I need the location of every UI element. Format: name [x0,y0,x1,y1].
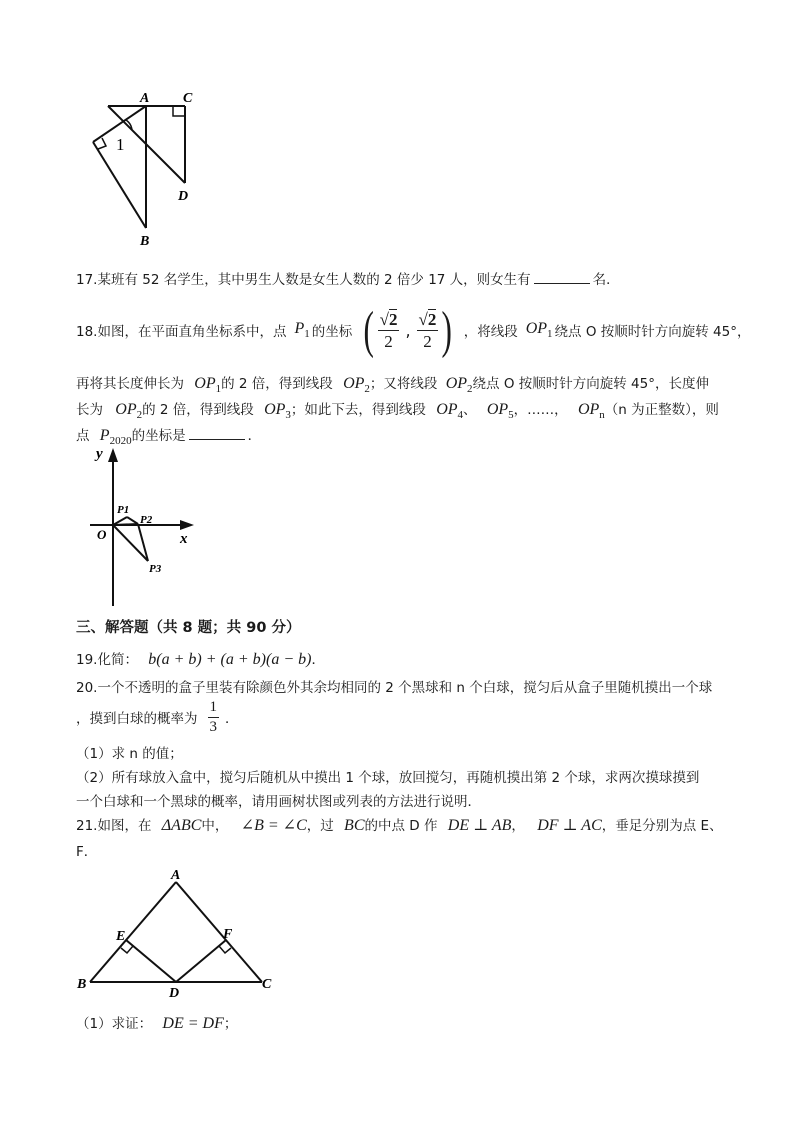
subscript: 1 [304,328,310,341]
q18-text: ，将线段 [463,324,518,340]
q18-text: 的坐标是 [131,428,186,444]
segment-op4 [436,401,464,422]
q21-text: 21.如图，在 [76,818,152,834]
section-heading: 三、解答题（共 8 题；共 90 分） [76,620,301,636]
segment-op2 [445,375,473,396]
q21-text: 的中点 D 作 [364,818,438,834]
perpendicular-de: DE ⊥ AB [447,817,512,834]
question-20-line-1: 20.一个不透明的盒子里装有除颜色外其余均相同的 2 个黑球和 n 个白球，搅匀后从盒子里随机摸出一个球 [76,680,713,696]
question-21-line-1 [76,814,723,835]
op-var: OP [525,319,548,337]
label-d: D [178,189,189,204]
subscript: 2020 [109,435,132,448]
q18-text: 绕点 O 按顺时针方向旋转 45°， [554,324,751,340]
question-21-part-1 [76,1012,237,1033]
label-a: A [140,91,150,106]
question-17 [76,268,620,288]
q19-text: ． [311,652,325,668]
subscript: 1 [547,328,553,341]
question-18-line-2 [76,372,709,395]
perpendicular-df: DF ⊥ AC [537,817,602,834]
subscript: n [599,409,605,422]
label-b: B [140,234,150,249]
segment-op1 [526,320,553,340]
q20-text: ． [225,711,239,727]
angle-label: 1 [116,135,125,154]
subscript: 1 [215,383,222,396]
x-axis-arrow [180,520,194,530]
p-var: P [99,427,110,444]
q19-text: 19.化简： [76,652,138,668]
question-21-line-2: F． [76,844,98,860]
q21-text: ， [511,818,525,834]
label-b: B [77,977,87,992]
q18-text: ；又将线段 [369,376,438,392]
subscript: 5 [508,409,514,422]
segment-opn [577,401,605,422]
subscript: 3 [285,409,291,422]
q18-text: 点 [76,428,90,444]
label-p3: P3 [149,563,162,575]
question-20-part-2-line-2: 一个白球和一个黑球的概率，请用画树状图或列表的方法进行说明． [76,794,481,810]
label-p2: P2 [140,514,153,526]
question-18-line-3 [76,398,719,421]
q18-text: 、 [463,402,477,418]
q18-text: 绕点 O 按顺时针方向旋转 45°，长度伸 [472,376,709,392]
q21-text: ，垂足分别为点 E、 [601,818,723,834]
label-f: F [223,927,233,942]
question-20-part-2-line-1: （2）所有球放入盒中，搅匀后随机从中摸出 1 个球，放回搅匀，再随机摸出第 2 个球，求两次摸球摸到 [76,770,700,786]
label-origin: O [97,527,107,542]
question-20-part-1: （1）求 n 的值； [76,746,183,762]
q18-text: 的 2 倍，得到线段 [142,402,254,418]
segment-bc: BC [344,817,365,834]
proof-expression: DE = DF [162,1015,224,1032]
segment-op3 [264,401,291,422]
q18-text: （n 为正整数），则 [604,402,719,418]
label-c: C [262,977,272,992]
q18-text: ，……， [513,402,568,418]
question-18-line-1 [76,300,750,360]
q17-text: 17.某班有 52 名学生，其中男生人数是女生人数的 2 倍少 17 人，则女生有 [76,272,531,288]
q19-expression: b(a + b) + (a + b)(a − b) [148,651,312,668]
subscript: 2 [467,383,473,396]
segment-op2 [343,375,370,396]
q18-text: ． [247,428,262,444]
subscript: 2 [364,383,370,396]
q21-text: ，过 [306,818,334,834]
q18-text: ；如此下去，得到线段 [290,402,426,418]
op-var: OP [115,401,137,418]
q21-text: ； [223,1016,238,1032]
question-19 [76,648,325,669]
q17-suffix: 名． [592,272,620,288]
probability-fraction [208,700,220,735]
fraction-numerator: 1 [209,698,217,715]
axis-label-y: y [96,446,103,462]
q18-text: 的坐标 [311,324,353,340]
op-var: OP [577,401,600,418]
label-e: E [116,929,126,944]
label-p1: P1 [117,504,130,516]
op-var: OP [194,375,216,392]
question-20-line-2 [76,700,239,734]
fraction-denominator: 3 [209,718,217,735]
label-d: D [169,986,180,1001]
op-var: OP [436,401,458,418]
q20-text: ，摸到白球的概率为 [76,711,198,727]
point-p2020 [99,427,132,448]
answer-blank [189,427,245,440]
label-c: C [183,91,193,106]
q18-text: 长为 [76,402,103,418]
q18-text: 的 2 倍，得到线段 [221,376,333,392]
figure-q21 [74,866,284,1002]
subscript: 2 [136,409,143,422]
q21-text: （1）求证： [76,1016,153,1032]
q21-text: 中， [201,818,229,834]
q18-text: 18.如图，在平面直角坐标系中，点 [76,324,287,340]
op-var: OP [264,401,286,418]
segment-op1 [194,375,222,396]
triangle-abc: ΔABC [161,817,202,834]
p-var: P [294,319,305,337]
answer-blank [534,271,590,284]
subscript: 4 [457,409,464,422]
y-axis-arrow [108,448,118,462]
op-var: OP [445,375,468,392]
label-a: A [171,868,181,883]
figure-q18 [90,444,210,610]
figure-q16 [80,88,220,253]
angle-condition: ∠B = ∠C [240,817,307,834]
axis-label-x: x [180,531,188,547]
q18-text: 再将其长度伸长为 [76,376,184,392]
segment-op5 [486,401,514,422]
op-var: OP [486,401,509,418]
segment-op2 [115,401,143,422]
op-var: OP [343,375,365,392]
coordinate-p1: ( $\frac{√2}{2}$ , $\frac{√2}{2}$ ) [363,301,453,359]
point-p1 [294,320,309,340]
